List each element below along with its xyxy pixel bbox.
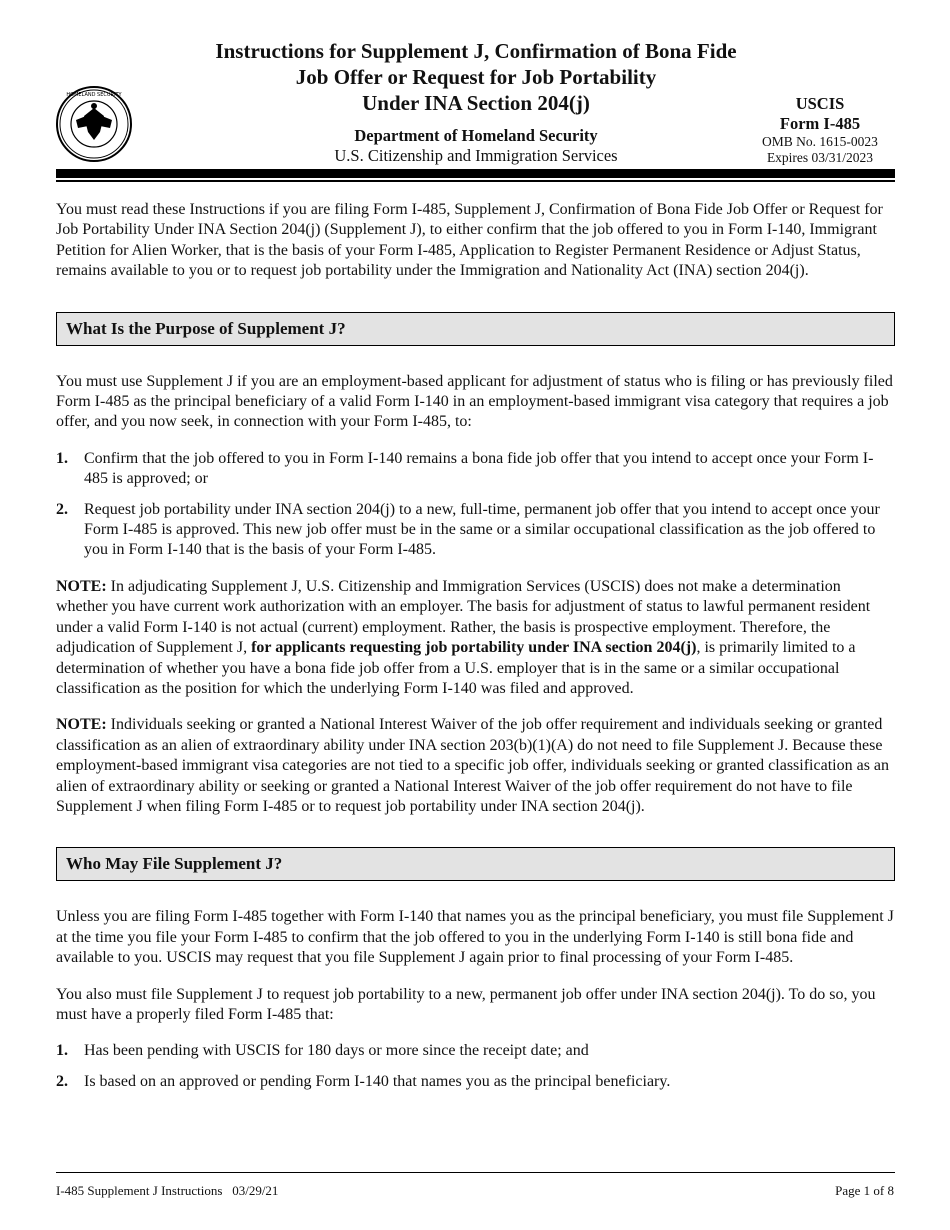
form-identifier xyxy=(745,94,895,166)
list-number: 1. xyxy=(56,1042,68,1060)
list-text: Has been pending with USCIS for 180 days or more since the receipt date; and xyxy=(84,1042,589,1060)
note-paragraph xyxy=(56,577,895,699)
list-number: 2. xyxy=(56,1072,68,1090)
title-line: Under INA Section 204(j) xyxy=(362,91,590,115)
purpose-paragraph: You must use Supplement J if you are an employment-based applicant for adjustment of status who is filing or has previously filed Form I-485 as the principal beneficiary of a valid Form I-140 in an employment-based immigrant visa category that requires a job offer, and you now seek, in connection with your Form I-485, to: xyxy=(56,372,893,431)
section-heading-purpose: What Is the Purpose of Supplement J? xyxy=(56,312,895,346)
agency-short: USCIS xyxy=(795,94,845,113)
omb-number: OMB No. 1615-0023 xyxy=(762,134,878,149)
list-item xyxy=(56,449,895,490)
page-header xyxy=(56,38,895,168)
expiration-date: Expires 03/31/2023 xyxy=(766,150,874,165)
who-paragraph: Unless you are filing Form I-485 together with Form I-140 that names you as the principal beneficiary, you must file Supplement J at the time you file your Form I-485 to confirm that the job offered to you in the underlying Form I-140 is still bona fide and available to you. USCIS may request that you file Supplement J again prior to final processing of your Form I-485. xyxy=(56,908,894,967)
department-name: Department of Homeland Security xyxy=(354,126,598,145)
dhs-seal-icon xyxy=(56,86,132,162)
note-paragraph xyxy=(56,715,895,817)
note-text: In adjudicating Supplement J, U.S. Citizenship and Immigration Services (USCIS) does not make a determination whether you have current work authorization with an employer. The basis for adjustment of status to lawful permanent resident under a valid Form I-140 is not actual (current) employment. Rather, the basis is prospective employment. Therefore, the adjudication of Supplement J, xyxy=(56,577,871,657)
title-line: Job Offer or Request for Job Portability xyxy=(295,65,657,89)
list-item xyxy=(56,1072,895,1092)
list-text: Confirm that the job offered to you in Form I-140 remains a bona fide job offer that you intend to accept once your Form I-485 is approved; or xyxy=(84,449,874,488)
form-number: Form I-485 xyxy=(779,114,861,133)
section-heading-who: Who May File Supplement J? xyxy=(56,847,895,881)
footer-page-number: Page 1 of 8 xyxy=(835,1183,894,1198)
title-block xyxy=(176,38,776,166)
note-emphasis: for applicants requesting job portability under INA section 204(j) xyxy=(251,639,697,657)
list-number: 2. xyxy=(56,500,68,518)
header-rule-thick xyxy=(56,169,895,178)
list-item xyxy=(56,500,895,561)
note-text: , is primarily limited to a determination of whether you have a bona fide job offer from a U.S. employer that is in the same or a similar occupational classification as the position for which the underlying Form I-140 was filed and approved. xyxy=(56,639,856,697)
header-rule-thin xyxy=(56,180,895,182)
note-label: NOTE: xyxy=(56,716,107,734)
note-label: NOTE: xyxy=(56,577,107,595)
list-text: Is based on an approved or pending Form I-140 that names you as the principal beneficiary. xyxy=(84,1072,671,1090)
footer-rule xyxy=(56,1172,895,1173)
list-text: Request job portability under INA section 204(j) to a new, full-time, permanent job offer that you intend to accept once your Form I-485 is approved. This new job offer must be in the same or a similar occupational classification as the job offered to you in Form I-140 that is the basis of your Form I-485. xyxy=(84,500,880,559)
intro-paragraph: You must read these Instructions if you are filing Form I-485, Supplement J, Confirmation of Bona Fide Job Offer or Request for Job Portability Under INA Section 204(j) (Supplement J), to either confirm that the job offered to you in Form I-140, Immigrant Petition for Alien Worker, that is the basis of your Form I-485, Application to Register Permanent Residence or Adjust Status, remains available to you or to request job portability under the Immigration and Nationality Act (INA) section 204(j). xyxy=(56,201,883,280)
list-item xyxy=(56,1041,895,1061)
list-number: 1. xyxy=(56,449,68,467)
note-text: Individuals seeking or granted a National Interest Waiver of the job offer requirement and individuals seeking or granted classification as an alien of extraordinary ability under INA section 203(b)(1)(A) do not need to file Supplement J. Because these employment-based immigrant visa categories are not tied to a specific job offer, individuals seeking or granted classification as an alien of extraordinary ability or seeking or granted a National Interest Waiver of the job offer requirement do not have to file Supplement J when filing Form I-485 or to request job portability under INA section 204(j). xyxy=(56,716,890,815)
footer-form-edition: I-485 Supplement J Instructions 03/29/21 xyxy=(56,1183,279,1198)
svg-text:HOMELAND SECURITY: HOMELAND SECURITY xyxy=(66,92,122,98)
who-paragraph: You also must file Supplement J to request job portability to a new, permanent job offer under INA section 204(j). To do so, you must have a properly filed Form I-485 that: xyxy=(56,985,876,1023)
main-content xyxy=(56,200,895,1102)
agency-name: U.S. Citizenship and Immigration Services xyxy=(334,146,618,165)
title-line: Instructions for Supplement J, Confirmation of Bona Fide xyxy=(215,39,737,63)
